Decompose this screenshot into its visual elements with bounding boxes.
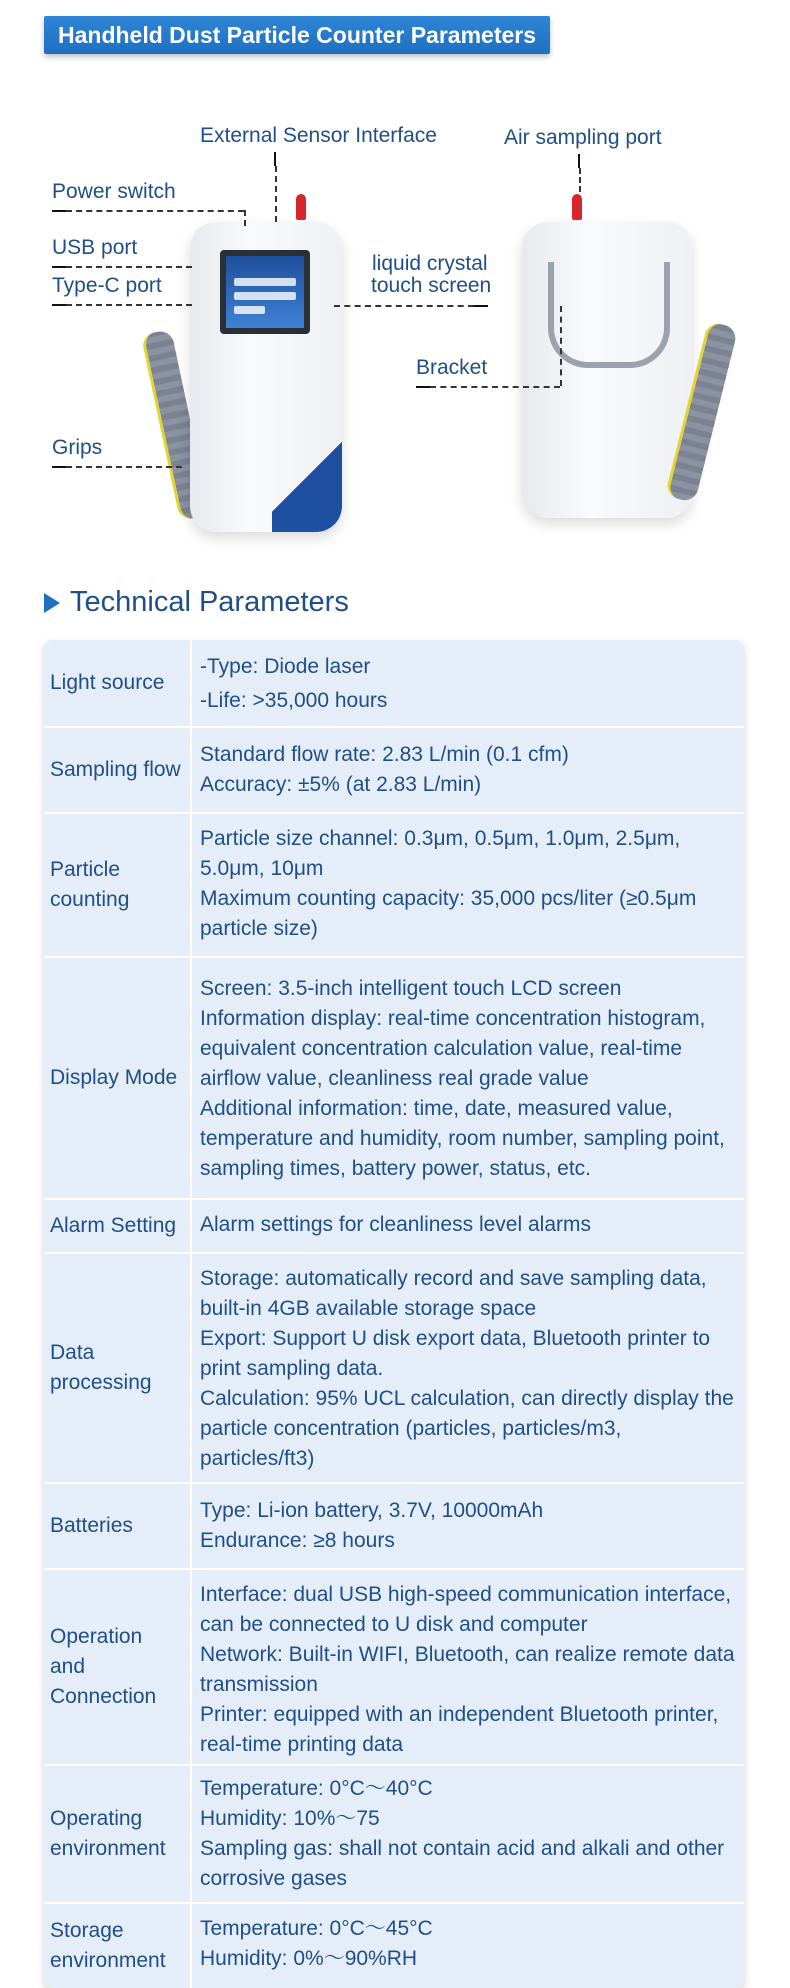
row-value	[192, 640, 744, 726]
label-air-sampling-port: Air sampling port	[504, 126, 662, 149]
value-line: Temperature: 0°C～45°C	[200, 1917, 433, 1940]
value-line: -Type: Diode laser	[200, 655, 371, 678]
row-value	[192, 1200, 744, 1252]
value-line: Humidity: 0%～90%RH	[200, 1947, 418, 1970]
row-key: Alarm Setting	[44, 1200, 192, 1252]
row-key: Batteries	[44, 1484, 192, 1568]
label-usb-port: USB port	[52, 236, 138, 259]
row-key: Light source	[44, 640, 192, 726]
label-external-sensor: External Sensor Interface	[200, 124, 437, 147]
row-key: Storage environment	[44, 1904, 192, 1988]
table-row-storage-environment	[44, 1904, 744, 1988]
device-decor-stripe	[272, 422, 342, 532]
row-value	[192, 958, 744, 1198]
table-row-data-processing	[44, 1254, 744, 1484]
table-row-light-source	[44, 640, 744, 728]
value-line: Screen: 3.5-inch intelligent touch LCD screen	[200, 977, 622, 1000]
value-line: Standard flow rate: 2.83 L/min (0.1 cfm)	[200, 743, 569, 766]
table-row-particle-counting	[44, 814, 744, 958]
label-bracket: Bracket	[416, 356, 488, 379]
value-line: Interface: dual USB high-speed communication interface, can be connected to U disk and computer	[200, 1583, 732, 1636]
row-value	[192, 1254, 744, 1482]
parameters-table	[44, 640, 744, 1988]
section-title: Technical Parameters	[70, 586, 349, 618]
label-type-c-port: Type-C port	[52, 274, 162, 297]
value-line: -Life: >35,000 hours	[200, 689, 388, 712]
row-value	[192, 1766, 744, 1902]
value-line: Accuracy: ±5% (at 2.83 L/min)	[200, 773, 482, 796]
row-key: Particle counting	[44, 814, 192, 956]
bracket-shape	[548, 262, 670, 368]
row-key: Operation and Connection	[44, 1570, 192, 1764]
section-heading	[44, 586, 349, 619]
label-lcd-line1: liquid crystal	[372, 252, 488, 275]
table-row-sampling-flow	[44, 728, 744, 814]
table-row-alarm-setting	[44, 1200, 744, 1254]
row-key: Data processing	[44, 1254, 192, 1482]
row-key: Sampling flow	[44, 728, 192, 812]
row-value	[192, 728, 744, 812]
value-line: Printer: equipped with an independent Bluetooth printer, real-time printing data	[200, 1703, 719, 1756]
row-value	[192, 1484, 744, 1568]
device-front-view	[190, 222, 342, 532]
value-line: Endurance: ≥8 hours	[200, 1529, 395, 1552]
row-value	[192, 1904, 744, 1988]
banner-title: Handheld Dust Particle Counter Parameters	[44, 16, 550, 54]
value-line: Alarm settings for cleanliness level alarms	[200, 1213, 591, 1236]
label-power-switch: Power switch	[52, 180, 176, 203]
value-line: Calculation: 95% UCL calculation, can directly display the particle concentration (particles, particles/m3, particles/ft3)	[200, 1387, 734, 1470]
row-value	[192, 1570, 744, 1764]
value-line: Information display: real-time concentration histogram, equivalent concentration calculation value, real-time airflow value, cleanliness real grade value	[200, 1007, 706, 1090]
value-line: Additional information: time, date, measured value, temperature and humidity, room number, sampling point, sampling times, battery power, status, etc.	[200, 1097, 725, 1180]
sensor-antenna-front	[296, 194, 306, 220]
row-key: Operating environment	[44, 1766, 192, 1902]
row-key: Display Mode	[44, 958, 192, 1198]
table-row-display-mode	[44, 958, 744, 1200]
value-line: Particle size channel: 0.3μm, 0.5μm, 1.0μm, 2.5μm, 5.0μm, 10μm	[200, 827, 681, 880]
triangle-bullet-icon	[44, 593, 60, 613]
table-row-operating-environment	[44, 1766, 744, 1904]
row-value	[192, 814, 744, 956]
label-lcd-line2: touch screen	[371, 274, 492, 297]
table-row-operation-connection	[44, 1570, 744, 1766]
value-line: Temperature: 0°C～40°C	[200, 1777, 433, 1800]
value-line: Storage: automatically record and save sampling data, built-in 4GB available storage space	[200, 1267, 707, 1320]
value-line: Maximum counting capacity: 35,000 pcs/liter (≥0.5μm particle size)	[200, 887, 697, 940]
label-grips: Grips	[52, 436, 103, 459]
lcd-screen	[220, 250, 310, 334]
value-line: Network: Built-in WIFI, Bluetooth, can realize remote data transmission	[200, 1643, 735, 1696]
sensor-antenna-back	[572, 194, 582, 220]
value-line: Export: Support U disk export data, Bluetooth printer to print sampling data.	[200, 1327, 711, 1380]
value-line: Sampling gas: shall not contain acid and alkali and other corrosive gases	[200, 1837, 725, 1890]
value-line: Humidity: 10%～75	[200, 1807, 380, 1830]
table-row-batteries	[44, 1484, 744, 1570]
value-line: Type: Li-ion battery, 3.7V, 10000mAh	[200, 1499, 544, 1522]
